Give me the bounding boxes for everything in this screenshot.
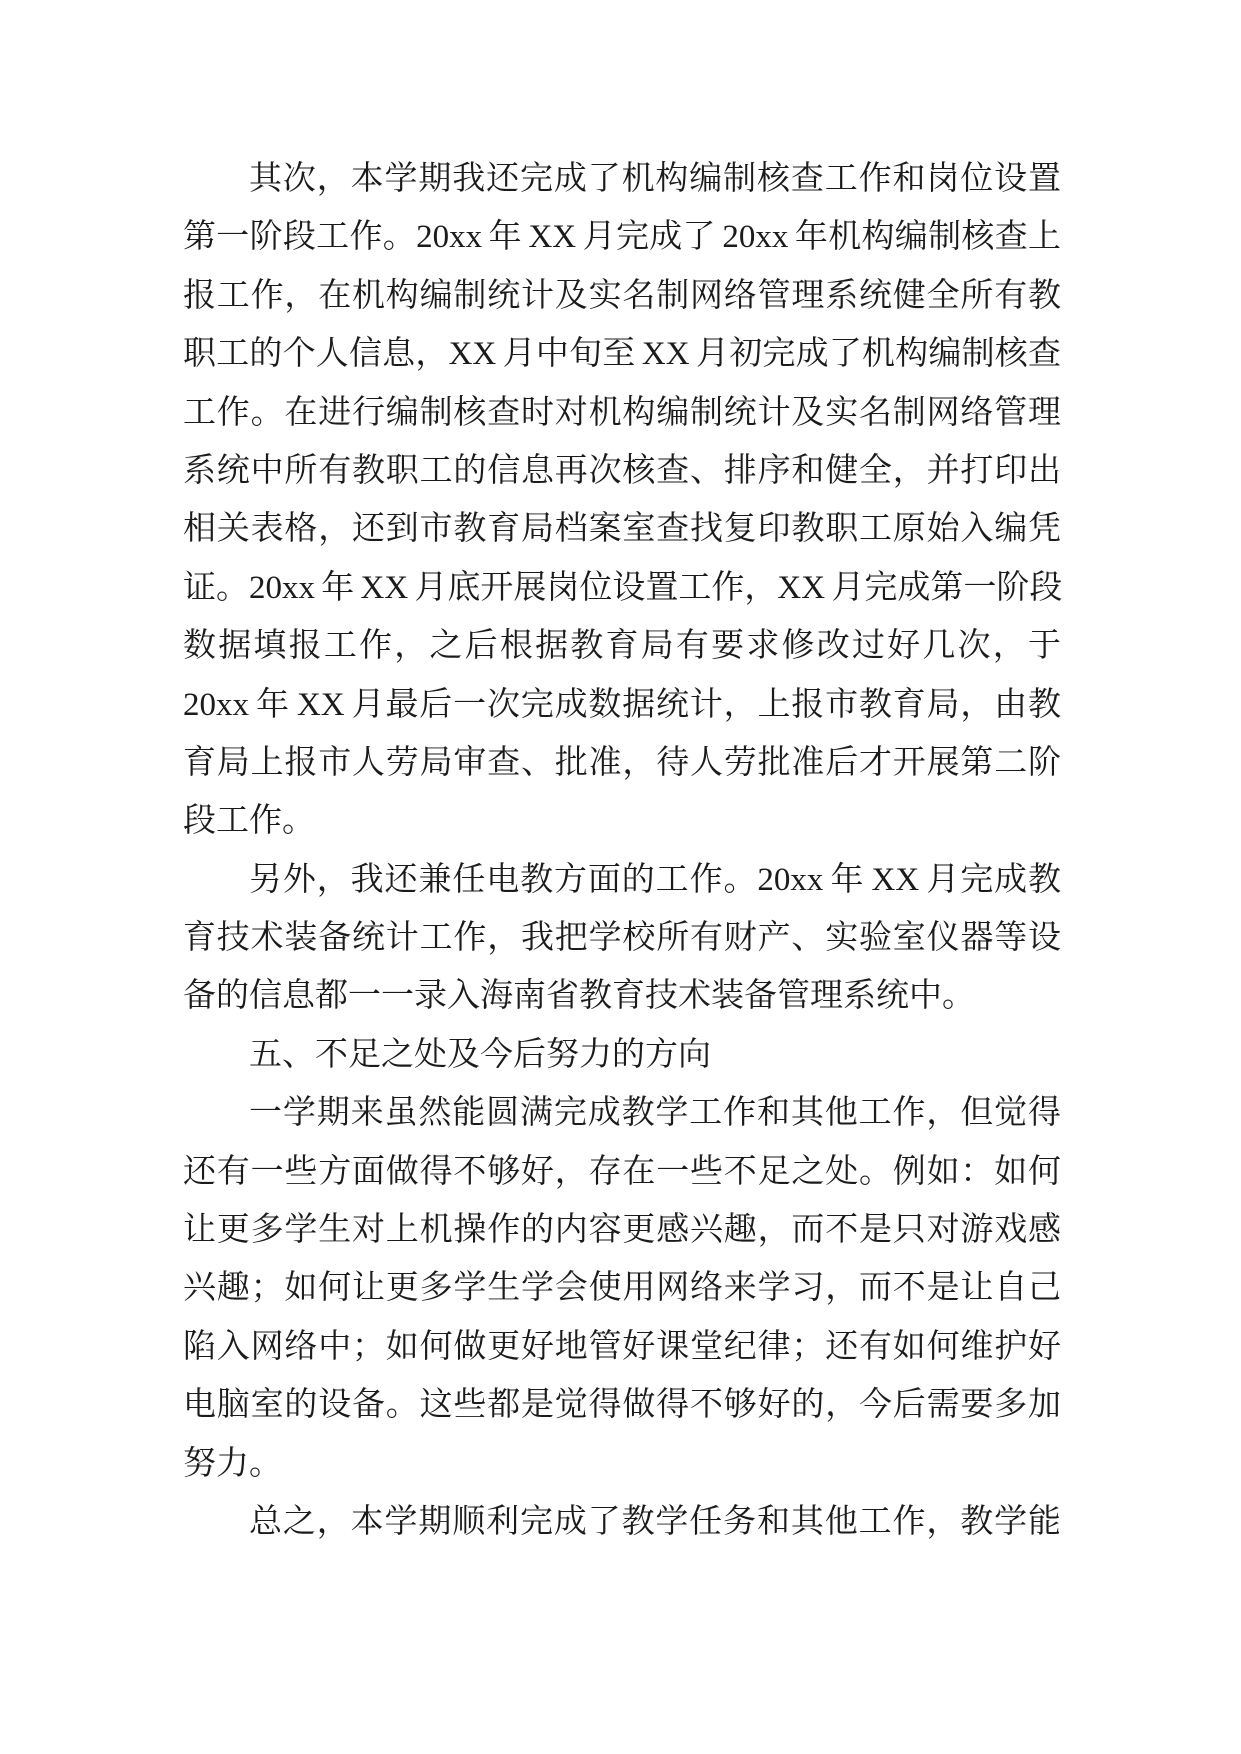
text-line: 育技术装备统计工作，我把学校所有财产、实验室仪器等设 xyxy=(183,920,1061,957)
text-line: 陷入网络中；如何做更好地管好课堂纪律；还有如何维护好 xyxy=(183,1328,1061,1365)
text-line: 备的信息都一一录入海南省教育技术装备管理系统中。 xyxy=(183,978,975,1015)
text-line: 还有一些方面做得不够好，存在一些不足之处。例如：如何 xyxy=(183,1153,1061,1190)
text-line: 总之，本学期顺利完成了教学任务和其他工作，教学能 xyxy=(249,1503,1061,1540)
text-line: 其次，本学期我还完成了机构编制核查工作和岗位设置 xyxy=(249,161,1061,197)
text-line: 工作。在进行编制核查时对机构编制统计及实名制网络管理 xyxy=(183,394,1061,431)
text-line: 电脑室的设备。这些都是觉得做得不够好的，今后需要多加 xyxy=(183,1387,1061,1424)
paragraph xyxy=(183,851,1061,1026)
text-line: 兴趣；如何让更多学生学会使用网络来学习，而不是让自己 xyxy=(183,1270,1061,1307)
document-body xyxy=(183,150,1061,1551)
text-line: 20xx 年 XX 月最后一次完成数据统计，上报市教育局，由教 xyxy=(183,686,1061,723)
text-line: 报工作，在机构编制统计及实名制网络管理系统健全所有教 xyxy=(183,277,1061,314)
paragraph xyxy=(183,1493,1061,1551)
text-line: 第一阶段工作。20xx 年 XX 月完成了 20xx 年机构编制核查上 xyxy=(183,219,1061,256)
paragraph xyxy=(183,1084,1061,1493)
paragraph xyxy=(183,150,1061,851)
text-line: 职工的个人信息，XX 月中旬至 XX 月初完成了机构编制核查 xyxy=(183,336,1061,373)
text-line: 段工作。 xyxy=(183,803,315,840)
text-line: 数据填报工作，之后根据教育局有要求修改过好几次，于 xyxy=(183,628,1061,665)
text-line: 系统中所有教职工的信息再次核查、排序和健全，并打印出 xyxy=(183,452,1061,489)
text-line: 让更多学生对上机操作的内容更感兴趣，而不是只对游戏感 xyxy=(183,1212,1061,1249)
paragraph xyxy=(183,1026,1061,1084)
text-line: 努力。 xyxy=(183,1445,282,1482)
text-line: 五、不足之处及今后努力的方向 xyxy=(249,1036,711,1073)
text-line: 一学期来虽然能圆满完成教学工作和其他工作，但觉得 xyxy=(249,1095,1061,1132)
text-line: 育局上报市人劳局审查、批准，待人劳批准后才开展第二阶 xyxy=(183,744,1061,781)
text-line: 相关表格，还到市教育局档案室查找复印教职工原始入编凭 xyxy=(183,511,1061,548)
text-line: 证。20xx 年 XX 月底开展岗位设置工作，XX 月完成第一阶段 xyxy=(183,569,1063,606)
text-line: 另外，我还兼任电教方面的工作。20xx 年 XX 月完成教 xyxy=(249,861,1061,898)
